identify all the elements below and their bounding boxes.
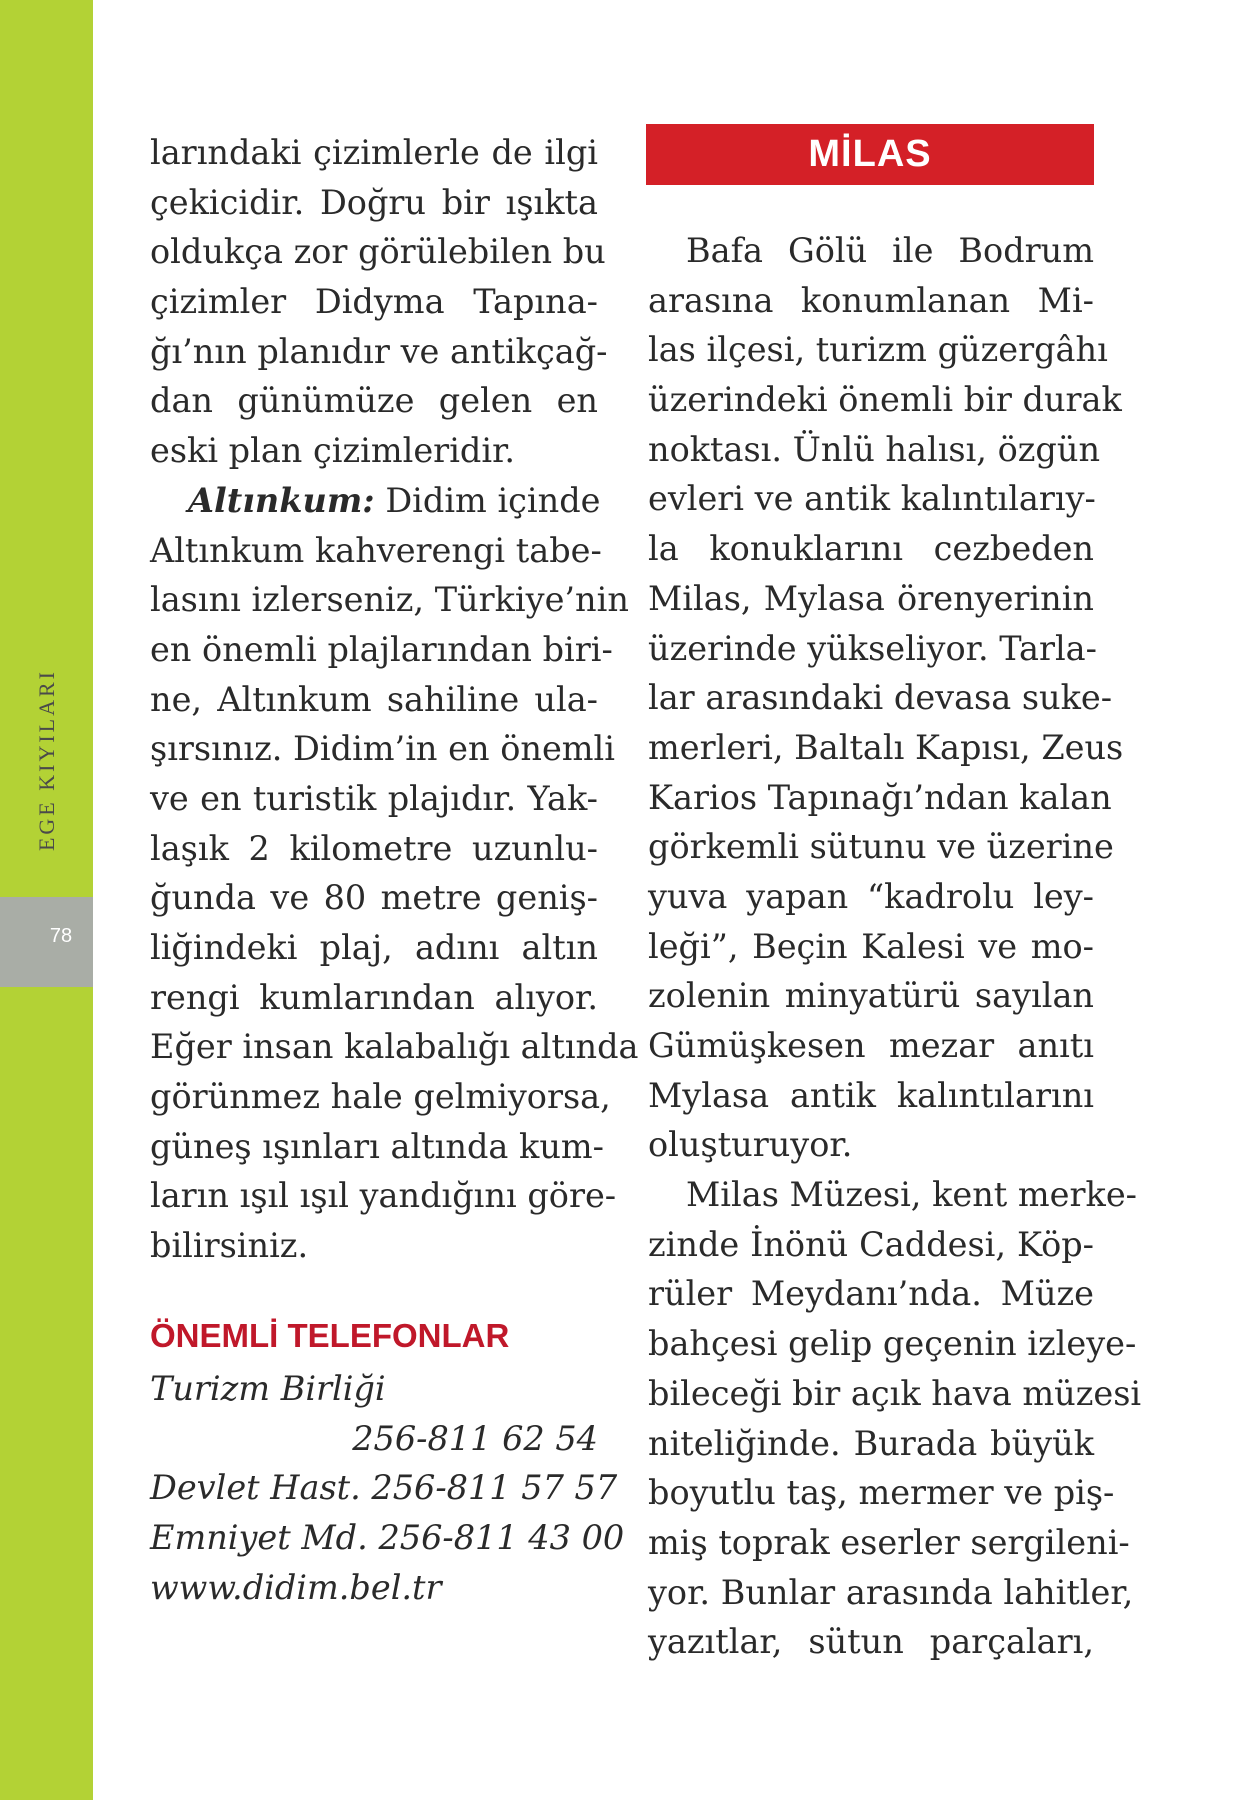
phones-list (150, 1364, 625, 1612)
text-line: güneş ışınları altında kum- (150, 1126, 604, 1166)
text-line: görünmez hale gelmiyorsa, (150, 1077, 611, 1117)
hospital-row (150, 1463, 618, 1513)
text-line: ların ışıl ışıl yandığını göre- (150, 1176, 617, 1216)
text-line: lasını izlerseniz, Türkiye’nin (150, 580, 629, 620)
important-phones-heading: ÖNEMLİ TELEFONLAR (150, 1317, 510, 1354)
text-line: ğunda ve 80 metre geniş- (150, 878, 598, 918)
police-number: 256-811 43 00 (378, 1518, 625, 1558)
text-line: oldukça zor görülebilen bu (150, 232, 606, 272)
police-label: Emniyet Md. (150, 1518, 368, 1558)
text-line: yazıtlar, sütun parçaları, (648, 1622, 1094, 1662)
text-line: bahçesi gelip geçenin izleye- (648, 1324, 1137, 1364)
text-line: ne, Altınkum sahiline ula- (150, 679, 598, 719)
text-line: evleri ve antik kalıntılarıy- (648, 479, 1096, 519)
text-line: üzerinde yükseliyor. Tarla- (648, 628, 1097, 668)
text-line: ğı’nın planıdır ve antikçağ- (150, 331, 608, 371)
text-fragment: Didim içinde (385, 480, 601, 520)
text-line: görkemli sütunu ve üzerine (648, 827, 1114, 867)
text-line: las ilçesi, turizm güzergâhı (648, 330, 1108, 370)
text-line: niteliğinde. Burada büyük (648, 1423, 1094, 1463)
milas-section-title: MİLAS (646, 124, 1094, 185)
text-line: bileceği bir açık hava müzesi (648, 1373, 1142, 1413)
text-line: arasına konumlanan Mi- (648, 280, 1094, 320)
altinkum-paragraph-start (150, 476, 601, 526)
text-line: Altınkum kahverengi tabe- (150, 530, 602, 570)
text-line: ve en turistik plajıdır. Yak- (150, 778, 598, 818)
text-line: en önemli plajlarından biri- (150, 629, 613, 669)
section-side-label: EGE KIYILARI (34, 668, 59, 852)
text-line: Milas, Mylasa örenyerinin (648, 578, 1094, 618)
text-line: şırsınız. Didim’in en önemli (150, 729, 615, 769)
left-column-text (150, 128, 639, 1271)
altinkum-label: Altınkum: (188, 480, 375, 520)
text-line: Karios Tapınağı’ndan kalan (648, 777, 1112, 817)
tourism-label: Turizm Birliği (150, 1369, 386, 1408)
text-line: Mylasa antik kalıntılarını (648, 1075, 1094, 1115)
text-line: Bafa Gölü ile Bodrum (686, 231, 1094, 270)
text-line: merleri, Baltalı Kapısı, Zeus (648, 727, 1124, 767)
text-line: Gümüşkesen mezar anıtı (648, 1026, 1094, 1065)
text-line: la konuklarını cezbeden (648, 529, 1094, 569)
text-line: miş toprak eserler sergileni- (648, 1522, 1130, 1562)
website-link[interactable]: www.didim.bel.tr (150, 1567, 442, 1607)
text-line: dan günümüze gelen en (150, 381, 598, 421)
right-column-text (648, 226, 1142, 1667)
text-line: zinde İnönü Caddesi, Köp- (648, 1224, 1094, 1264)
text-line: çizimler Didyma Tapına- (150, 282, 598, 322)
text-line: leği”, Beçin Kalesi ve mo- (648, 926, 1094, 966)
text-line: noktası. Ünlü halısı, özgün (648, 429, 1101, 469)
text-line: Eğer insan kalabalığı altında (150, 1027, 639, 1067)
tourism-number: 256-811 62 54 (352, 1418, 598, 1458)
text-line: üzerindeki önemli bir durak (648, 380, 1122, 420)
text-line: oluşturuyor. (648, 1125, 853, 1165)
text-line: çekicidir. Doğru bir ışıkta (150, 182, 598, 222)
text-line: laşık 2 kilometre uzunlu- (150, 828, 598, 868)
text-line: eski plan çizimleridir. (150, 431, 516, 471)
text-line: rengi kumlarından alıyor. (150, 977, 598, 1017)
text-line: larındaki çizimlerle de ilgi (150, 133, 598, 172)
text-line: liğindeki plaj, adını altın (150, 928, 598, 967)
text-line: lar arasındaki devasa suke- (648, 678, 1113, 718)
hospital-number: 256-811 57 57 (371, 1468, 618, 1508)
police-row (150, 1513, 625, 1563)
text-line: bilirsiniz. (150, 1226, 309, 1266)
text-line: rüler Meydanı’nda. Müze (648, 1274, 1094, 1314)
text-line: boyutlu taş, mermer ve piş- (648, 1473, 1115, 1513)
text-line: zolenin minyatürü sayılan (648, 976, 1094, 1016)
hospital-label: Devlet Hast. (150, 1468, 361, 1508)
text-line: yuva yapan “kadrolu ley- (648, 876, 1094, 916)
text-line: Milas Müzesi, kent merke- (686, 1175, 1137, 1215)
page-number: 78 (49, 925, 73, 947)
text-line: yor. Bunlar arasında lahitler, (648, 1572, 1134, 1612)
